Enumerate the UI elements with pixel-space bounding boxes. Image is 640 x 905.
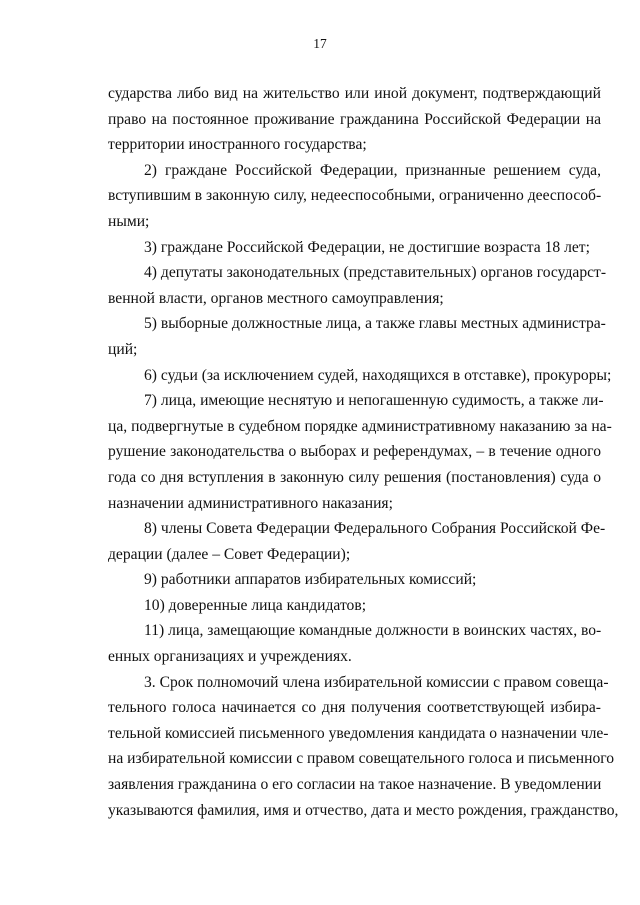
text-line: на избирательной комиссии с правом совещательного голоса и письменного	[108, 750, 615, 768]
text-line: года со дня вступления в законную силу решения (постановления) суда о	[108, 468, 601, 486]
text-line: указываются фамилия, имя и отчество, дата и место рождения, гражданство,	[108, 801, 619, 819]
text-line: назначении административного наказания;	[108, 494, 393, 512]
text-line: 7) лица, имеющие неснятую и непогашенную судимость, а также ли-	[144, 392, 604, 410]
text-line: территории иностранного государства;	[108, 136, 367, 154]
text-line: 6) судьи (за исключением судей, находящихся в отставке), прокуроры;	[144, 366, 612, 384]
text-line: 10) доверенные лица кандидатов;	[144, 596, 367, 614]
document-body	[108, 81, 619, 823]
text-line: енных организациях и учреждениях.	[108, 648, 352, 666]
text-line: ций;	[108, 340, 138, 358]
text-line: 9) работники аппаратов избирательных комиссий;	[144, 571, 477, 589]
text-line: право на постоянное проживание гражданина Российской Федерации на	[108, 110, 601, 128]
text-line: заявления гражданина о его согласии на такое назначение. В уведомлении	[108, 776, 602, 794]
text-line: ными;	[108, 212, 150, 230]
text-line: 5) выборные должностные лица, а также главы местных администра-	[144, 315, 606, 333]
text-line: 11) лица, замещающие командные должности в воинских частях, во-	[144, 622, 602, 640]
text-line: тельной комиссией письменного уведомления кандидата о назначении чле-	[108, 724, 609, 742]
text-line: венной власти, органов местного самоуправления;	[108, 289, 444, 307]
text-line: 4) депутаты законодательных (представительных) органов государст-	[144, 264, 607, 282]
text-line: сударства либо вид на жительство или иной документ, подтверждающий	[108, 85, 601, 102]
page-number: 17	[313, 36, 327, 51]
text-line: ца, подвергнутые в судебном порядке административному наказанию за на-	[108, 417, 612, 435]
text-line: 8) члены Совета Федерации Федерального Собрания Российской Фе-	[144, 520, 606, 538]
text-line: рушение законодательства о выборах и референдумах, – в течение одного	[108, 443, 601, 461]
text-line: дерации (далее – Совет Федерации);	[108, 545, 351, 563]
text-line: вступившим в законную силу, недееспособными, ограниченно дееспособ-	[108, 187, 602, 205]
text-line: 3. Срок полномочий члена избирательной комиссии с правом совеща-	[144, 673, 609, 691]
text-line: тельного голоса начинается со дня получения соответствующей избира-	[108, 699, 601, 717]
text-line: 2) граждане Российской Федерации, признанные решением суда,	[144, 161, 601, 179]
text-line: 3) граждане Российской Федерации, не достигшие возраста 18 лет;	[144, 238, 590, 256]
